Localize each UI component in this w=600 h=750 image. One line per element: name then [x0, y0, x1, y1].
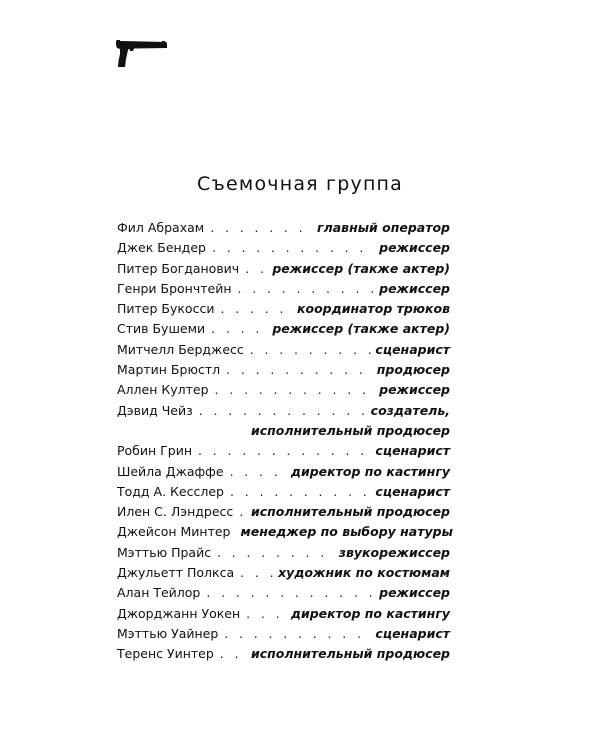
dot-leader	[198, 441, 371, 461]
dot-leader	[245, 259, 268, 279]
credit-item	[117, 279, 450, 299]
dot-leader	[246, 604, 287, 624]
credit-row	[117, 624, 450, 644]
credit-row	[117, 319, 450, 339]
credit-role: сценарист	[375, 625, 450, 641]
credit-role: создатель,	[370, 402, 450, 418]
credit-item	[117, 360, 450, 380]
credit-name: Шейла Джаффе	[117, 463, 224, 479]
credit-role-continuation: исполнительный продюсер	[250, 422, 450, 438]
credit-row	[117, 218, 450, 238]
credit-role: сценарист	[375, 443, 450, 459]
credit-item	[117, 522, 453, 542]
dot-leader	[230, 462, 287, 482]
credit-row	[117, 238, 450, 258]
dot-leader	[230, 482, 371, 502]
credit-item	[117, 259, 450, 279]
credit-item	[117, 441, 450, 461]
credit-name: Мэттью Прайс	[117, 544, 212, 560]
dot-leader	[238, 279, 376, 299]
credit-item	[117, 644, 450, 664]
credit-role: режиссер	[379, 280, 450, 296]
credit-name: Генри Брончтейн	[117, 280, 232, 296]
credit-name: Тодд А. Кесслер	[117, 483, 224, 499]
credit-row	[117, 583, 450, 603]
credit-name: Стив Бушеми	[117, 321, 206, 337]
dot-leader	[220, 299, 293, 319]
credit-name: Дэвид Чейз	[117, 402, 193, 418]
credit-role: продюсер	[376, 362, 450, 378]
credit-item	[117, 340, 450, 360]
dot-leader	[215, 380, 376, 400]
credit-item	[117, 583, 450, 603]
credit-item	[117, 624, 450, 644]
credit-name: Питер Богданович	[117, 260, 240, 276]
dot-leader	[220, 644, 247, 664]
credit-role: сценарист	[375, 483, 450, 499]
credit-row	[117, 522, 453, 542]
dot-leader	[226, 360, 373, 380]
credit-role: звукорежиссер	[338, 544, 450, 560]
credit-role: главный оператор	[317, 220, 450, 235]
credit-row	[117, 563, 450, 583]
credit-name: Джейсон Минтер	[117, 524, 231, 540]
dot-leader	[206, 583, 375, 603]
credits-list	[117, 218, 453, 665]
dot-leader	[239, 502, 247, 522]
credit-item	[117, 218, 450, 238]
dot-leader	[217, 543, 335, 563]
credit-item	[117, 238, 450, 258]
credit-item	[117, 502, 450, 522]
credit-item	[117, 319, 450, 339]
page-title: Съемочная группа	[196, 173, 404, 195]
dot-leader	[199, 401, 367, 421]
credit-name: Аллен Култер	[117, 382, 209, 398]
credit-name: Питер Букосси	[117, 301, 215, 317]
credit-row	[117, 279, 450, 299]
credit-name: Джорджанн Уокен	[117, 605, 241, 621]
credit-row	[117, 380, 450, 400]
credit-row	[117, 604, 450, 624]
credit-row	[117, 340, 450, 360]
credit-role: режиссер (также актер)	[272, 260, 450, 276]
credit-role: режиссер	[379, 382, 450, 398]
credit-row	[117, 462, 450, 482]
credit-role: сценарист	[375, 341, 450, 357]
dot-leader	[224, 624, 371, 644]
credit-item	[117, 604, 450, 624]
dot-leader	[212, 238, 375, 258]
credit-item	[117, 482, 450, 502]
credit-name: Мартин Брюстл	[117, 362, 221, 378]
credit-item	[117, 543, 450, 563]
credit-role: менеджер по выбору натуры	[240, 524, 453, 540]
credit-role: художник по костюмам	[278, 565, 450, 581]
credit-name: Робин Грин	[117, 443, 193, 459]
credit-name: Джульетт Полкса	[117, 565, 235, 581]
credit-role: директор по кастингу	[290, 605, 450, 621]
credit-role: режиссер	[379, 240, 450, 256]
credit-name: Митчелл Берджесс	[117, 341, 244, 357]
credit-name: Илен С. Лэндресс	[117, 504, 234, 520]
credit-row	[117, 482, 450, 502]
dot-leader	[250, 340, 372, 360]
credit-role: директор по кастингу	[290, 463, 450, 479]
credit-name: Фил Абрахам	[117, 220, 205, 235]
credit-item	[117, 462, 450, 482]
credit-role: режиссер	[379, 585, 450, 601]
credit-item	[117, 299, 450, 319]
credit-row	[117, 644, 450, 664]
credit-name: Мэттью Уайнер	[117, 625, 219, 641]
credit-row	[117, 360, 450, 380]
credit-role: исполнительный продюсер	[250, 504, 450, 520]
credit-row	[117, 401, 450, 421]
dot-leader	[240, 563, 274, 583]
credit-role: режиссер (также актер)	[272, 321, 450, 337]
credit-row	[117, 259, 450, 279]
credit-item	[117, 563, 450, 583]
credit-role: координатор трюков	[297, 301, 450, 317]
credit-name: Джек Бендер	[117, 240, 206, 256]
credit-name: Алан Тейлор	[117, 585, 201, 601]
credit-row	[117, 543, 450, 563]
dot-leader	[211, 319, 268, 339]
credit-row	[117, 441, 450, 461]
credit-row	[117, 502, 450, 522]
credit-role: исполнительный продюсер	[250, 646, 450, 662]
pistol-icon	[114, 39, 168, 69]
credit-name: Теренс Уинтер	[117, 646, 214, 662]
credit-item	[117, 380, 450, 400]
dot-leader	[210, 218, 313, 238]
credit-row	[117, 299, 450, 319]
credit-item	[117, 401, 450, 442]
